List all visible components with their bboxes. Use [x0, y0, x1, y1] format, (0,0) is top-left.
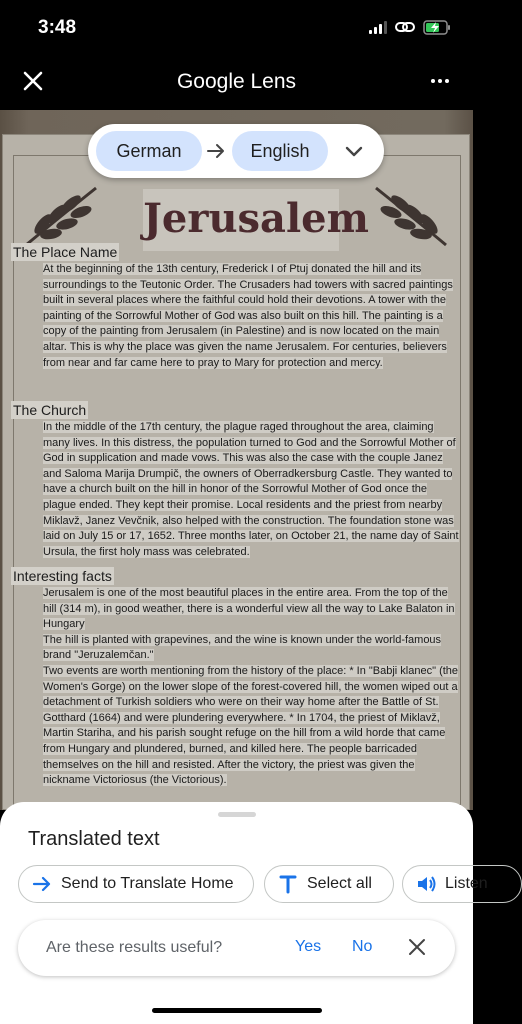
section-paragraph[interactable]: Jerusalem is one of the most beautiful places in the entire area. From the top of the hill (314 m), in good weather, there is a wonderful view all the way to Lake Balaton in Hungary: [43, 587, 455, 631]
home-indicator[interactable]: [152, 1008, 322, 1013]
source-language-button[interactable]: German: [96, 131, 202, 171]
language-selector: [88, 124, 384, 178]
feedback-no-button[interactable]: No: [352, 938, 373, 955]
section-paragraph[interactable]: In the middle of the 17th century, the plague raged throughout the area, claiming many lives. In this distress, the population turned to God and the Sorrowful Mother of God in supplication and made vows. This was also the case with the couple Janez and Saloma Marija Drumpič, the owners of Oberradkersburg Castle. They wanted to have a church built on the hill in honor of the Sorrowful Mother of God once the plague ended. They kept their promise. Local residents and the priest from nearby Miklavž, Janez Vevčnik, also helped with the construction. The foundation stone was laid on July 15 or 17, 1652. Three months later, on October 21, the name day of Saint Ursula, the first holy mass was celebrated.: [43, 421, 459, 558]
section-church: [11, 401, 459, 560]
chip-label: Send to Translate Home: [61, 875, 234, 892]
section-paragraph[interactable]: At the beginning of the 13th century, Frederick I of Ptuj donated the hill and its surroundings to the Teutonic Order. The Crusaders had towers with sacred paintings built in several places where the faithful could hold their devotions. A tower with the painting of the Sorrowful Mother of God was also built on this hill. The painting is a copy of the painting from Jerusalem (in Palestine) and is now located on the main altar. This is why the place was given the name Jerusalem. For centuries, believers from near and far came here to pray to Mary for protection and mercy.: [43, 263, 453, 369]
status-time: 3:48: [38, 17, 77, 38]
chip-label: Listen: [445, 875, 488, 892]
send-to-translate-button[interactable]: [18, 865, 254, 903]
sheet-drag-handle[interactable]: [218, 812, 256, 817]
sheet-title: Translated text: [28, 828, 160, 850]
section-place-name: [11, 243, 459, 371]
section-interesting-facts: [11, 567, 459, 789]
link-icon: [395, 19, 415, 35]
select-all-button[interactable]: [264, 865, 394, 903]
document-title: Jerusalem: [143, 189, 339, 251]
status-icons: [369, 19, 451, 35]
section-heading[interactable]: The Church: [13, 402, 87, 418]
feedback-card: [18, 920, 455, 976]
section-heading[interactable]: The Place Name: [13, 244, 118, 260]
document-sign: [2, 134, 470, 810]
battery-icon: [423, 20, 451, 35]
app-title: Google Lens: [176, 70, 297, 93]
status-bar: [0, 0, 473, 58]
bottom-sheet: [0, 802, 488, 1024]
cellular-signal-icon: [369, 20, 387, 34]
leaf-ornament-icon: [371, 180, 451, 250]
feedback-yes-button[interactable]: Yes: [295, 938, 322, 955]
chip-label: Select all: [307, 875, 372, 892]
section-paragraph[interactable]: The hill is planted with grapevines, and the wine is known under the world-famous brand "Jeruzalemčan.": [43, 633, 442, 662]
arrow-right-icon: [31, 873, 53, 895]
listen-button[interactable]: [402, 865, 522, 903]
app-bar: [0, 58, 473, 110]
camera-photo: [0, 110, 473, 810]
target-language-button[interactable]: English: [232, 131, 328, 171]
feedback-question: Are these results useful?: [46, 939, 223, 956]
close-icon[interactable]: [408, 938, 426, 956]
section-heading[interactable]: Interesting facts: [13, 568, 112, 584]
speaker-icon: [415, 873, 437, 895]
arrow-right-icon[interactable]: [204, 139, 228, 163]
more-options-icon[interactable]: [427, 68, 453, 94]
text-icon: [277, 873, 299, 895]
chevron-down-icon[interactable]: [343, 140, 365, 162]
action-chips: [18, 865, 488, 905]
leaf-ornament-icon: [21, 180, 101, 250]
section-paragraph[interactable]: Two events are worth mentioning from the history of the place: * In "Babji klanec" (the Women's Gorge) on the lower slope of the forest-covered hill, the women wiped out a detachment of Turkish soldiers who were on their way home after the Battle of St. Gotthard (1664) and were plundering everywhere. * In 1704, the priest of Miklavž, Martin Stariha, and his parish sought refuge on the hill from a wild horde that came from Hungary and plundered, burned, and killed here. The people barricaded themselves on the hill and resisted. After the victory, the priest was given the nickname Victoriosus (the Victorious).: [43, 664, 459, 787]
